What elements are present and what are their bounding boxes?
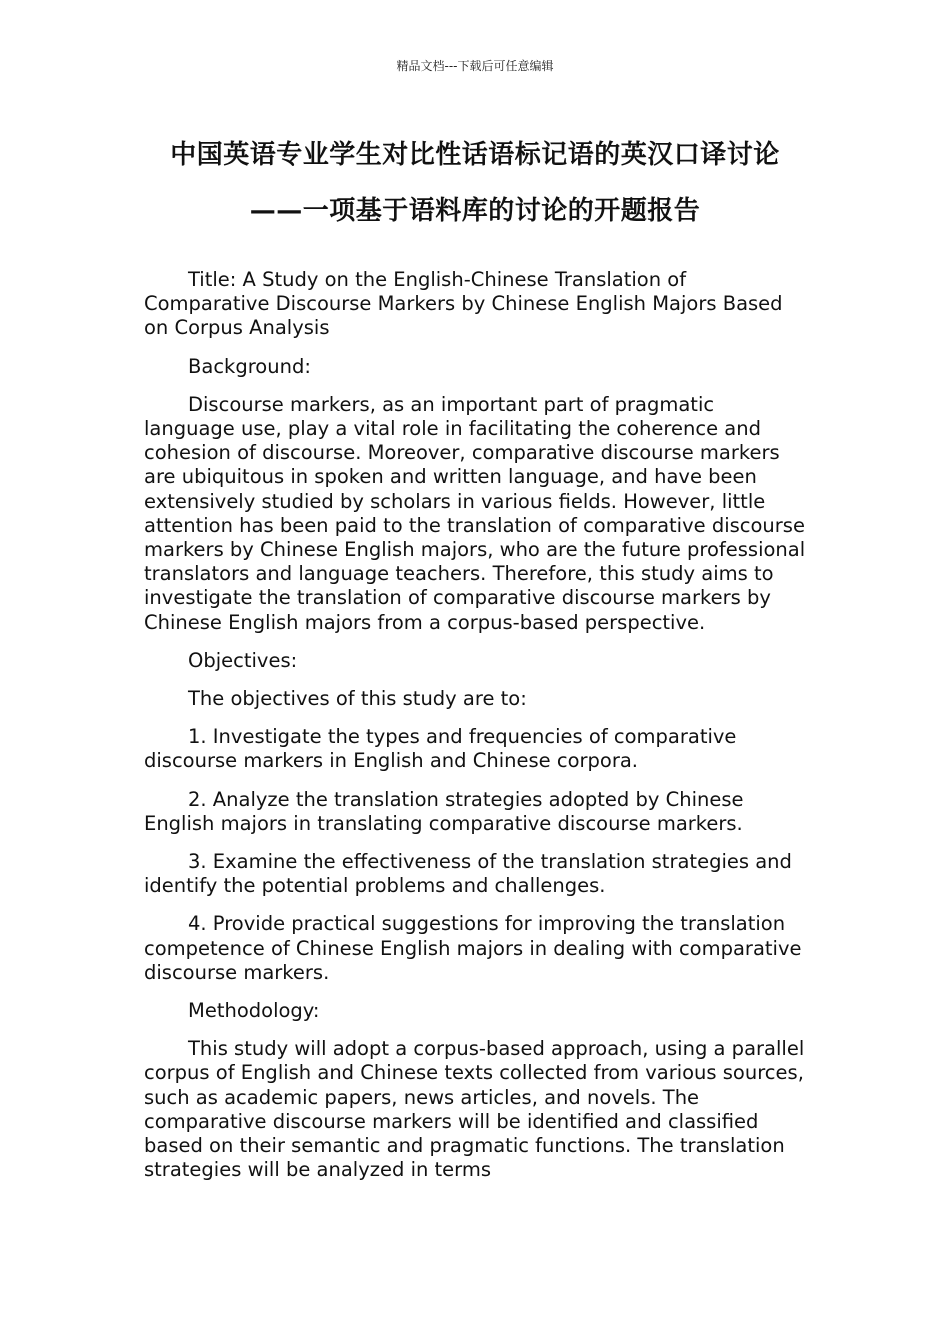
objective-item-2: 2. Analyze the translation strategies adopted by Chinese English majors in translating comparative discourse markers. — [144, 787, 744, 835]
header-note: 精品文档---下载后可任意编辑 — [396, 59, 554, 73]
title-line-1: 中国英语专业学生对比性话语标记语的英汉口译讨论 — [170, 140, 780, 170]
title-line-2: ——一项基于语料库的讨论的开题报告 — [249, 196, 701, 226]
heading-background: Background: — [188, 354, 311, 378]
heading-objectives: Objectives: — [188, 648, 298, 672]
objective-item-1: 1. Investigate the types and frequencies of comparative discourse markers in English and Chinese corpora. — [144, 725, 737, 773]
paragraph-background: Discourse markers, as an important part of pragmatic language use, play a vital role in facilitating the coherence and cohesion of discourse. Moreover, comparative discourse markers are ubiquitous in spoken and written language, and have been extensively studied by scholars in various fields. However, little attention has been paid to the translation of comparative discourse markers by Chinese English majors, who are the future professional translators and language teachers. Therefore, this study aims to investigate the translation of comparative discourse markers by Chinese English majors from a corpus-based perspective. — [144, 392, 806, 634]
objective-item-3: 3. Examine the effectiveness of the translation strategies and identify the potential problems and challenges. — [144, 850, 792, 898]
document-title — [120, 138, 830, 228]
paragraph-title: Title: A Study on the English-Chinese Translation of Comparative Discourse Markers by Chinese English Majors Based on Corpus Analysis — [144, 268, 783, 340]
paragraph-methodology: This study will adopt a corpus-based approach, using a parallel corpus of English and Chinese texts collected from various sources, such as academic papers, news articles, and novels. The comparative discourse markers will be identified and classified based on their semantic and pragmatic functions. The translation strategies will be analyzed in terms — [144, 1037, 805, 1182]
objective-item-4: 4. Provide practical suggestions for improving the translation competence of Chinese English majors in dealing with comparative discourse markers. — [144, 912, 802, 984]
paragraph-objectives-intro: The objectives of this study are to: — [188, 687, 527, 711]
heading-methodology: Methodology: — [188, 999, 320, 1023]
document-body — [144, 268, 808, 1197]
